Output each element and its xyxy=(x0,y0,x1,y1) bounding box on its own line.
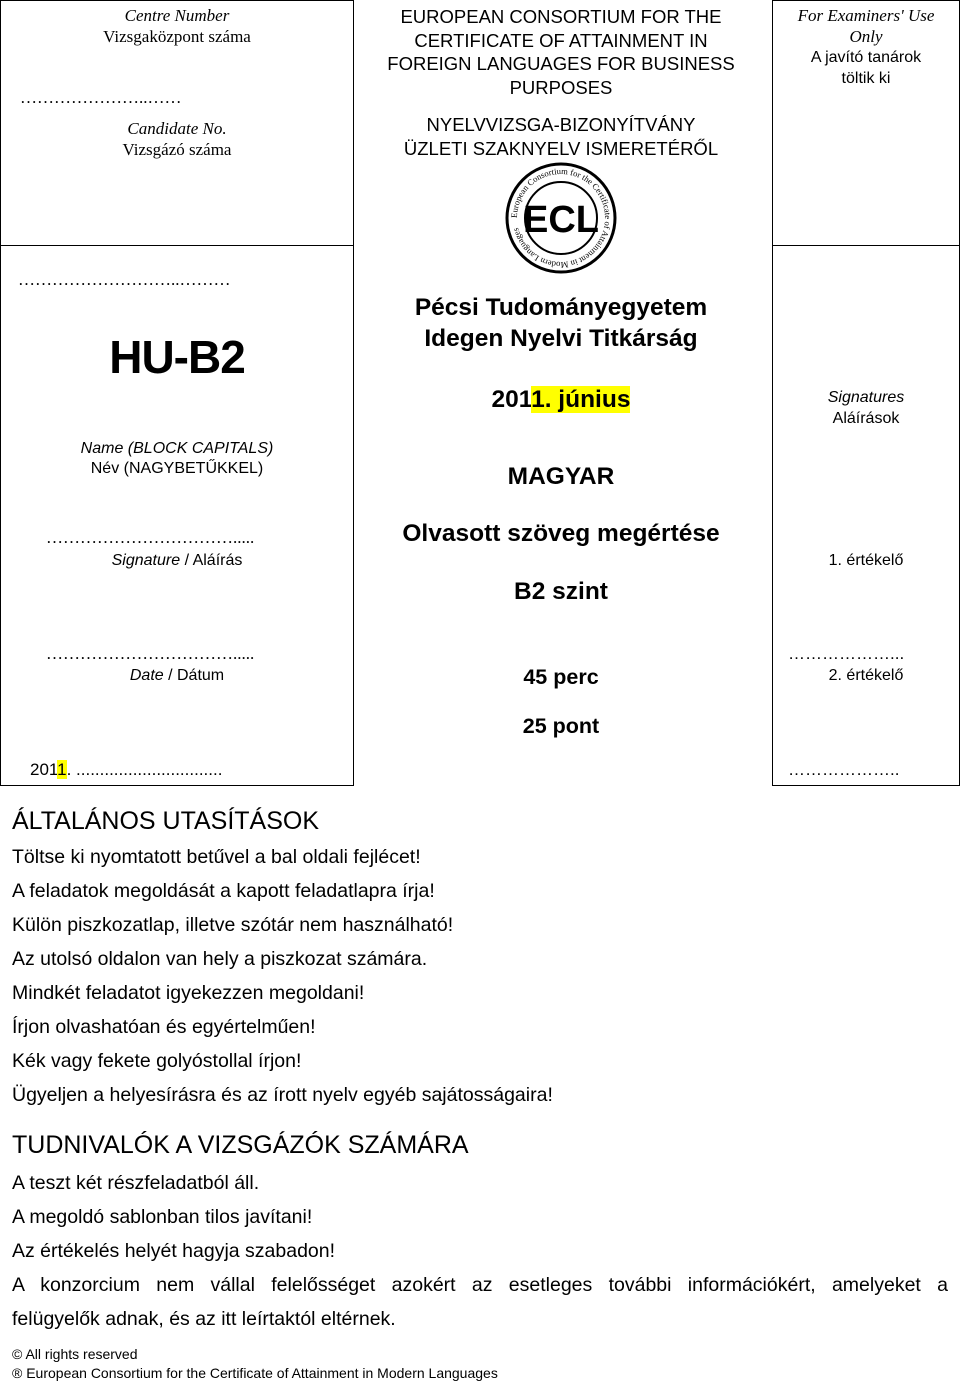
name-label-hu: Név (NAGYBETŰKKEL) xyxy=(90,460,264,477)
left-main-box xyxy=(0,246,354,786)
signatures-en: Signatures xyxy=(827,389,905,406)
exam-language: MAGYAR xyxy=(507,463,615,490)
examiners-en-1: For Examiners' Use xyxy=(797,6,935,25)
date-label-en: Date xyxy=(129,667,164,684)
exam-duration: 45 perc xyxy=(523,665,599,689)
logo-ring-text: European Consortium for the Certificate of Attainment in Modern Languages xyxy=(508,165,614,271)
instruction-item: Az értékelés helyét hagyja szabadon! xyxy=(12,1240,336,1262)
signature-label-en: Signature xyxy=(111,552,181,569)
instruction-item: Írjon olvashatóan és egyértelműen! xyxy=(12,1016,316,1038)
examiners-en-2: Only xyxy=(849,27,883,46)
right-main-box xyxy=(772,246,960,786)
signature-field[interactable]: ……………………………..... xyxy=(46,644,255,663)
org-line-4: PURPOSES xyxy=(509,76,613,98)
name-field[interactable]: ……………………………..... xyxy=(46,528,255,547)
year-prefix: 201 xyxy=(30,760,58,779)
exam-task: Olvasott szöveg megértése xyxy=(402,520,720,547)
examiner-1-field[interactable]: ………………... xyxy=(788,644,905,663)
signatures-label xyxy=(772,387,960,429)
instruction-item: Külön piszkozatlap, illetve szótár nem használható! xyxy=(12,914,454,936)
cert-line-1: NYELVVIZSGA-BIZONYÍTVÁNY xyxy=(426,114,696,135)
exam-date xyxy=(366,386,756,414)
registered-line xyxy=(12,1365,498,1381)
candidate-no-field[interactable]: ………………………..……… xyxy=(18,270,231,289)
instruction-item: Mindkét feladatot igyekezzen megoldani! xyxy=(12,982,365,1004)
name-label xyxy=(0,439,354,479)
examiner-2-field[interactable]: ……………….. xyxy=(788,760,900,779)
institution-line-2: Idegen Nyelvi Titkárság xyxy=(424,325,698,352)
centre-number-en: Centre Number xyxy=(124,6,230,25)
exam-date-prefix: 201 xyxy=(491,386,532,413)
registered-text: European Consortium for the Certificate of Attainment in Modern Languages xyxy=(26,1365,498,1381)
ecl-logo xyxy=(505,162,617,274)
cert-line-2: ÜZLETI SZAKNYELV ISMERETÉRŐL xyxy=(403,137,719,159)
examiner-2-label: 2. értékelő xyxy=(828,667,904,684)
exam-date-highlight: 1. június xyxy=(531,386,631,413)
date-label xyxy=(0,667,354,685)
registered-symbol: ® xyxy=(12,1365,23,1381)
examiner-1-label: 1. értékelő xyxy=(828,552,904,569)
general-instructions-heading: ÁLTALÁNOS UTASÍTÁSOK xyxy=(12,807,320,835)
signatures-hu: Aláírások xyxy=(832,410,900,427)
candidate-info-heading: TUDNIVALÓK A VIZSGÁZÓK SZÁMÁRA xyxy=(12,1131,469,1159)
signature-label-hu: Aláírás xyxy=(192,552,243,569)
instruction-item: A feladatok megoldását a kapott feladatlapra írja! xyxy=(12,880,435,902)
centre-number-field[interactable]: …………………..…… xyxy=(20,88,182,107)
date-label-hu: Dátum xyxy=(177,667,225,684)
logo-text: ECL xyxy=(523,199,599,241)
institution-line-1: Pécsi Tudományegyetem xyxy=(414,294,708,321)
instruction-item: A teszt két részfeladatból áll. xyxy=(12,1172,260,1194)
org-line-2: CERTIFICATE OF ATTAINMENT IN xyxy=(414,29,708,51)
exam-points: 25 pont xyxy=(522,714,600,738)
instruction-item: A megoldó sablonban tilos javítani! xyxy=(12,1206,313,1228)
signature-sep: / xyxy=(180,552,193,569)
examiners-use-label xyxy=(772,5,960,89)
candidate-no-label xyxy=(0,118,354,160)
candidate-no-en: Candidate No. xyxy=(127,119,227,138)
name-label-en: Name (BLOCK CAPITALS) xyxy=(80,440,274,457)
institution xyxy=(366,292,756,354)
organisation-name xyxy=(366,5,756,99)
copyright-line xyxy=(12,1346,138,1362)
centre-number-label xyxy=(0,5,354,47)
date-field[interactable] xyxy=(30,760,222,780)
exam-code: HU-B2 xyxy=(109,331,245,383)
copyright-symbol: © xyxy=(12,1346,23,1362)
examiners-hu-2: töltik ki xyxy=(841,70,891,87)
disclaimer-line-2: felügyelők adnak, és az itt leírtaktól eltérnek. xyxy=(12,1308,396,1330)
instruction-item: Ügyeljen a helyesírásra és az írott nyelv egyéb sajátosságaira! xyxy=(12,1084,553,1106)
year-suffix: . ............................... xyxy=(66,760,223,779)
certificate-title xyxy=(366,113,756,160)
disclaimer-line-1: A konzorcium nem vállal felelősséget azokért az esetleges további információkért, amelyeket a xyxy=(12,1274,948,1296)
instruction-item: Töltse ki nyomtatott betűvel a bal oldali fejlécet! xyxy=(12,846,421,868)
instruction-item: Az utolsó oldalon van hely a piszkozat számára. xyxy=(12,948,428,970)
examiners-hu-1: A javító tanárok xyxy=(810,49,922,66)
exam-level: B2 szint xyxy=(514,578,608,605)
instruction-item: Kék vagy fekete golyóstollal írjon! xyxy=(12,1050,302,1072)
org-line-1: EUROPEAN CONSORTIUM FOR THE xyxy=(400,6,722,27)
org-line-3: FOREIGN LANGUAGES FOR BUSINESS xyxy=(387,53,735,74)
candidate-no-hu: Vizsgázó száma xyxy=(122,140,232,159)
year-highlight: 1 xyxy=(57,760,67,779)
copyright-text: All rights reserved xyxy=(25,1346,138,1362)
centre-number-hu: Vizsgaközpont száma xyxy=(103,27,251,46)
date-sep: / xyxy=(163,667,177,684)
signature-label xyxy=(0,552,354,570)
